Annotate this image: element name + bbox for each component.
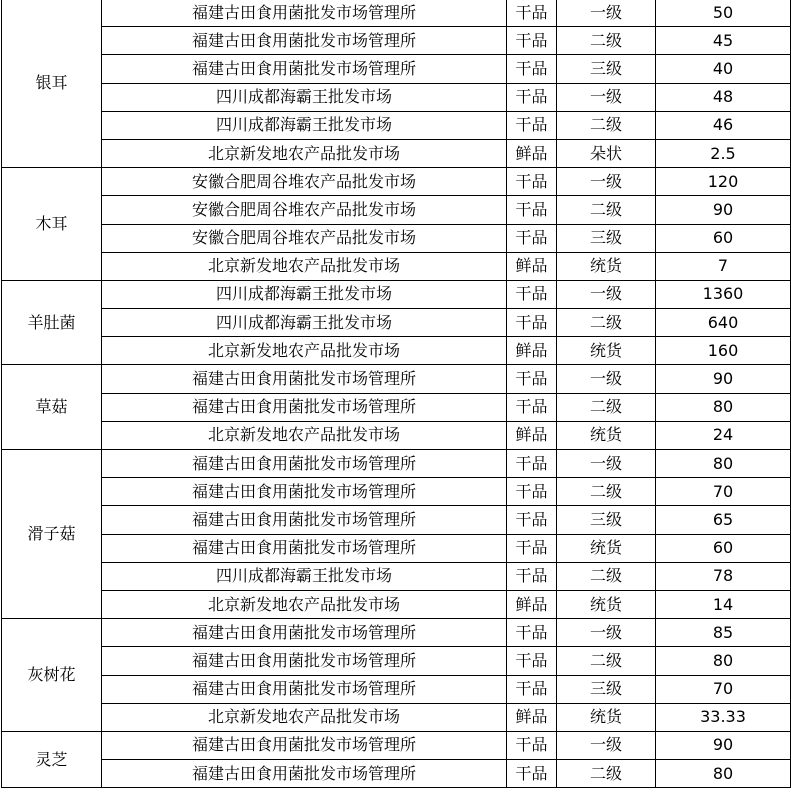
product-type-cell: 干品 bbox=[507, 309, 557, 337]
table-row bbox=[2, 478, 791, 506]
price-cell: 640 bbox=[656, 309, 791, 337]
product-type-cell: 干品 bbox=[507, 731, 557, 759]
market-cell: 北京新发地农产品批发市场 bbox=[102, 703, 507, 731]
grade-cell: 一级 bbox=[557, 731, 656, 759]
mushroom-price-table bbox=[1, 0, 791, 788]
market-cell: 福建古田食用菌批发市场管理所 bbox=[102, 450, 507, 478]
table-row bbox=[2, 27, 791, 55]
price-cell: 45 bbox=[656, 27, 791, 55]
market-cell: 福建古田食用菌批发市场管理所 bbox=[102, 506, 507, 534]
price-cell: 90 bbox=[656, 196, 791, 224]
product-type-cell: 干品 bbox=[507, 280, 557, 308]
market-cell: 四川成都海霸王批发市场 bbox=[102, 111, 507, 139]
table-row bbox=[2, 506, 791, 534]
price-cell: 90 bbox=[656, 731, 791, 759]
grade-cell: 统货 bbox=[557, 703, 656, 731]
price-cell: 1360 bbox=[656, 280, 791, 308]
grade-cell: 三级 bbox=[557, 506, 656, 534]
product-type-cell: 干品 bbox=[507, 534, 557, 562]
table-row bbox=[2, 562, 791, 590]
product-type-cell: 干品 bbox=[507, 0, 557, 27]
product-type-cell: 干品 bbox=[507, 506, 557, 534]
product-name-cell: 灵芝 bbox=[2, 731, 102, 787]
product-type-cell: 干品 bbox=[507, 111, 557, 139]
table-row bbox=[2, 280, 791, 308]
table-row bbox=[2, 83, 791, 111]
product-name-cell: 滑子菇 bbox=[2, 450, 102, 619]
product-type-cell: 干品 bbox=[507, 450, 557, 478]
product-name-cell: 灰树花 bbox=[2, 619, 102, 732]
product-type-cell: 干品 bbox=[507, 224, 557, 252]
grade-cell: 三级 bbox=[557, 55, 656, 83]
table-row bbox=[2, 252, 791, 280]
market-cell: 福建古田食用菌批发市场管理所 bbox=[102, 760, 507, 788]
table-row bbox=[2, 196, 791, 224]
market-cell: 北京新发地农产品批发市场 bbox=[102, 252, 507, 280]
table-row bbox=[2, 590, 791, 618]
market-cell: 安徽合肥周谷堆农产品批发市场 bbox=[102, 196, 507, 224]
grade-cell: 统货 bbox=[557, 590, 656, 618]
grade-cell: 统货 bbox=[557, 534, 656, 562]
product-type-cell: 干品 bbox=[507, 675, 557, 703]
grade-cell: 一级 bbox=[557, 0, 656, 27]
grade-cell: 二级 bbox=[557, 562, 656, 590]
price-cell: 60 bbox=[656, 534, 791, 562]
market-cell: 北京新发地农产品批发市场 bbox=[102, 337, 507, 365]
product-name-cell: 羊肚菌 bbox=[2, 280, 102, 365]
price-cell: 80 bbox=[656, 393, 791, 421]
grade-cell: 三级 bbox=[557, 675, 656, 703]
price-cell: 90 bbox=[656, 365, 791, 393]
table-row bbox=[2, 421, 791, 449]
grade-cell: 二级 bbox=[557, 760, 656, 788]
product-type-cell: 鲜品 bbox=[507, 421, 557, 449]
product-type-cell: 干品 bbox=[507, 365, 557, 393]
product-type-cell: 鲜品 bbox=[507, 337, 557, 365]
price-cell: 78 bbox=[656, 562, 791, 590]
table-row bbox=[2, 760, 791, 788]
product-type-cell: 干品 bbox=[507, 27, 557, 55]
grade-cell: 朵状 bbox=[557, 139, 656, 167]
table-row bbox=[2, 337, 791, 365]
market-cell: 四川成都海霸王批发市场 bbox=[102, 280, 507, 308]
product-type-cell: 鲜品 bbox=[507, 139, 557, 167]
product-type-cell: 鲜品 bbox=[507, 590, 557, 618]
price-cell: 7 bbox=[656, 252, 791, 280]
grade-cell: 一级 bbox=[557, 280, 656, 308]
product-type-cell: 干品 bbox=[507, 619, 557, 647]
grade-cell: 统货 bbox=[557, 421, 656, 449]
market-cell: 北京新发地农产品批发市场 bbox=[102, 421, 507, 449]
product-type-cell: 干品 bbox=[507, 478, 557, 506]
grade-cell: 二级 bbox=[557, 309, 656, 337]
product-type-cell: 干品 bbox=[507, 562, 557, 590]
table-row bbox=[2, 365, 791, 393]
product-type-cell: 干品 bbox=[507, 196, 557, 224]
table-row bbox=[2, 224, 791, 252]
table-row bbox=[2, 619, 791, 647]
price-cell: 65 bbox=[656, 506, 791, 534]
market-cell: 北京新发地农产品批发市场 bbox=[102, 590, 507, 618]
market-cell: 福建古田食用菌批发市场管理所 bbox=[102, 27, 507, 55]
market-cell: 福建古田食用菌批发市场管理所 bbox=[102, 731, 507, 759]
price-cell: 120 bbox=[656, 168, 791, 196]
market-cell: 四川成都海霸王批发市场 bbox=[102, 309, 507, 337]
market-cell: 福建古田食用菌批发市场管理所 bbox=[102, 393, 507, 421]
product-type-cell: 干品 bbox=[507, 760, 557, 788]
table-row bbox=[2, 0, 791, 27]
market-cell: 北京新发地农产品批发市场 bbox=[102, 139, 507, 167]
table-row bbox=[2, 111, 791, 139]
table-row bbox=[2, 139, 791, 167]
price-cell: 70 bbox=[656, 675, 791, 703]
grade-cell: 一级 bbox=[557, 365, 656, 393]
grade-cell: 一级 bbox=[557, 450, 656, 478]
price-cell: 70 bbox=[656, 478, 791, 506]
market-cell: 福建古田食用菌批发市场管理所 bbox=[102, 675, 507, 703]
table-row bbox=[2, 309, 791, 337]
grade-cell: 二级 bbox=[557, 196, 656, 224]
table-row bbox=[2, 168, 791, 196]
grade-cell: 一级 bbox=[557, 83, 656, 111]
table-row bbox=[2, 675, 791, 703]
product-name-cell: 草菇 bbox=[2, 365, 102, 450]
price-cell: 85 bbox=[656, 619, 791, 647]
grade-cell: 统货 bbox=[557, 252, 656, 280]
grade-cell: 二级 bbox=[557, 478, 656, 506]
market-cell: 四川成都海霸王批发市场 bbox=[102, 562, 507, 590]
table-row bbox=[2, 534, 791, 562]
price-cell: 33.33 bbox=[656, 703, 791, 731]
product-type-cell: 干品 bbox=[507, 168, 557, 196]
table-row bbox=[2, 647, 791, 675]
grade-cell: 一级 bbox=[557, 619, 656, 647]
table-body bbox=[2, 0, 791, 788]
price-cell: 80 bbox=[656, 450, 791, 478]
market-cell: 福建古田食用菌批发市场管理所 bbox=[102, 647, 507, 675]
product-type-cell: 鲜品 bbox=[507, 252, 557, 280]
grade-cell: 二级 bbox=[557, 27, 656, 55]
product-name-cell: 木耳 bbox=[2, 168, 102, 281]
grade-cell: 二级 bbox=[557, 647, 656, 675]
price-cell: 48 bbox=[656, 83, 791, 111]
market-cell: 福建古田食用菌批发市场管理所 bbox=[102, 0, 507, 27]
grade-cell: 二级 bbox=[557, 393, 656, 421]
grade-cell: 一级 bbox=[557, 168, 656, 196]
price-cell: 50 bbox=[656, 0, 791, 27]
market-cell: 福建古田食用菌批发市场管理所 bbox=[102, 478, 507, 506]
price-cell: 40 bbox=[656, 55, 791, 83]
product-type-cell: 干品 bbox=[507, 55, 557, 83]
price-cell: 80 bbox=[656, 760, 791, 788]
product-type-cell: 干品 bbox=[507, 83, 557, 111]
price-cell: 14 bbox=[656, 590, 791, 618]
price-cell: 80 bbox=[656, 647, 791, 675]
table-row bbox=[2, 731, 791, 759]
market-cell: 福建古田食用菌批发市场管理所 bbox=[102, 55, 507, 83]
market-cell: 福建古田食用菌批发市场管理所 bbox=[102, 619, 507, 647]
grade-cell: 二级 bbox=[557, 111, 656, 139]
price-cell: 60 bbox=[656, 224, 791, 252]
table-row bbox=[2, 450, 791, 478]
market-cell: 安徽合肥周谷堆农产品批发市场 bbox=[102, 224, 507, 252]
product-type-cell: 干品 bbox=[507, 647, 557, 675]
price-cell: 160 bbox=[656, 337, 791, 365]
market-cell: 福建古田食用菌批发市场管理所 bbox=[102, 534, 507, 562]
market-cell: 安徽合肥周谷堆农产品批发市场 bbox=[102, 168, 507, 196]
product-type-cell: 鲜品 bbox=[507, 703, 557, 731]
market-cell: 四川成都海霸王批发市场 bbox=[102, 83, 507, 111]
table-row bbox=[2, 55, 791, 83]
product-name-cell: 银耳 bbox=[2, 0, 102, 168]
price-cell: 46 bbox=[656, 111, 791, 139]
grade-cell: 三级 bbox=[557, 224, 656, 252]
market-cell: 福建古田食用菌批发市场管理所 bbox=[102, 365, 507, 393]
table-row bbox=[2, 703, 791, 731]
price-cell: 24 bbox=[656, 421, 791, 449]
table-row bbox=[2, 393, 791, 421]
product-type-cell: 干品 bbox=[507, 393, 557, 421]
grade-cell: 统货 bbox=[557, 337, 656, 365]
price-cell: 2.5 bbox=[656, 139, 791, 167]
